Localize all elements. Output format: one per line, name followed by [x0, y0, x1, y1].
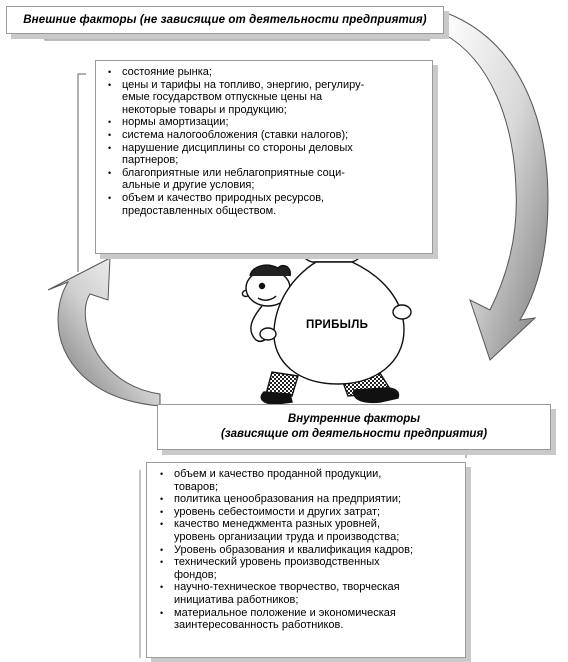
- internal-factors-title-line1: Внутренние факторы: [287, 413, 421, 425]
- internal-factor-item: [158, 493, 460, 506]
- left-curved-arrow: [48, 258, 160, 406]
- bullet-icon: •: [160, 544, 164, 555]
- external-factors-list: [106, 66, 422, 217]
- bullet-icon: •: [160, 582, 164, 593]
- bullet-icon: •: [160, 494, 164, 505]
- bullet-icon: •: [108, 79, 112, 90]
- internal-factor-item: [158, 556, 460, 581]
- internal-factors-title: [157, 404, 551, 450]
- internal-factor-item: [158, 468, 460, 493]
- external-factor-item: [106, 167, 422, 192]
- external-factor-item-line: система налогообложения (ставки налогов);: [122, 128, 349, 141]
- internal-factor-item: [158, 581, 460, 606]
- internal-factor-item: [158, 544, 460, 557]
- external-factor-item-line: партнеров;: [122, 154, 179, 167]
- external-factor-item-line: некоторые товары и продукцию;: [122, 103, 287, 116]
- external-factors-title-text: Внешние факторы (не зависящие от деятельности предприятия): [23, 14, 427, 26]
- bullet-icon: •: [160, 607, 164, 618]
- internal-factor-item: [158, 518, 460, 543]
- bullet-icon: •: [108, 167, 112, 178]
- internal-factors-title-line2: (зависящие от деятельности предприятия): [220, 428, 488, 440]
- bullet-icon: •: [108, 117, 112, 128]
- external-factor-item-line: благоприятные или неблагоприятные соци-: [122, 166, 345, 179]
- internal-factor-item: [158, 506, 460, 519]
- internal-factor-item-line: материальное положение и экономическая: [174, 606, 396, 619]
- internal-factor-item-line: технический уровень производственных: [174, 556, 380, 569]
- external-factor-item: [106, 142, 422, 167]
- internal-factor-item-line: качество менеджмента разных уровней,: [174, 518, 381, 531]
- right-curved-arrow: [444, 12, 548, 360]
- external-factor-item: [106, 129, 422, 142]
- external-factor-item: [106, 116, 422, 129]
- internal-factor-item-line: инициатива работников;: [174, 593, 299, 606]
- ext-connector: [45, 34, 430, 40]
- bullet-icon: •: [160, 519, 164, 530]
- internal-factor-item-line: объем и качество проданной продукции,: [174, 468, 382, 480]
- ext-bracket: [78, 74, 86, 272]
- bullet-icon: •: [108, 142, 112, 153]
- bullet-icon: •: [160, 557, 164, 568]
- external-factor-item-line: нарушение дисциплины со стороны деловых: [122, 141, 353, 154]
- internal-factor-item-line: Уровень образования и квалификация кадров;: [174, 543, 414, 556]
- external-factor-item: [106, 79, 422, 117]
- external-factor-item: [106, 192, 422, 217]
- bullet-icon: •: [108, 192, 112, 203]
- external-factor-item-line: цены и тарифы на топливо, энергию, регулиру-: [122, 78, 365, 91]
- internal-factor-item-line: заинтересованность работников.: [174, 619, 344, 632]
- internal-factors-list: [158, 468, 460, 632]
- bullet-icon: •: [108, 67, 112, 77]
- external-factor-item-line: объем и качество природных ресурсов,: [122, 191, 325, 204]
- internal-factor-item-line: уровень себестоимости и других затрат;: [174, 505, 381, 518]
- internal-factor-item: [158, 607, 460, 632]
- internal-factor-item-line: фондов;: [174, 568, 217, 581]
- bullet-icon: •: [108, 129, 112, 140]
- bullet-icon: •: [160, 469, 164, 479]
- external-factor-item: [106, 66, 422, 79]
- external-factor-item-line: предоставленных обществом.: [122, 204, 277, 217]
- external-factors-title: [6, 6, 444, 34]
- internal-factor-item-line: уровень организации труда и производства;: [174, 530, 400, 543]
- external-factor-item-line: емые государством отпускные цены на: [122, 91, 323, 104]
- internal-factor-item-line: товаров;: [174, 480, 219, 493]
- external-factor-item-line: альные и другие условия;: [122, 179, 255, 192]
- external-factor-item-line: состояние рынка;: [122, 66, 212, 78]
- bullet-icon: •: [160, 506, 164, 517]
- internal-factor-item-line: научно-техническое творчество, творческая: [174, 581, 400, 594]
- internal-factor-item-line: политика ценообразования на предприятии;: [174, 493, 402, 506]
- profit-label: ПРИБЫЛЬ: [306, 319, 369, 331]
- external-factor-item-line: нормы амортизации;: [122, 116, 229, 129]
